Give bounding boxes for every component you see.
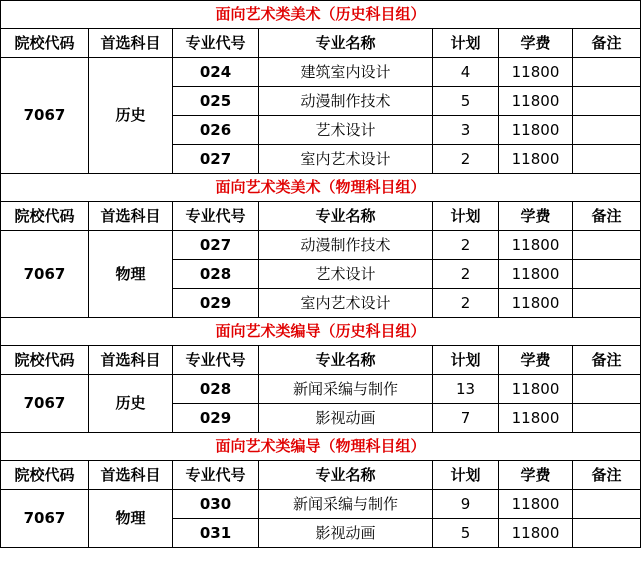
plan-cell: 5 [433, 87, 499, 116]
fee-cell: 11800 [499, 289, 573, 318]
column-header: 专业名称 [259, 346, 433, 375]
column-header: 首选科目 [89, 346, 173, 375]
major-name-cell: 室内艺术设计 [259, 145, 433, 174]
note-cell [573, 231, 641, 260]
note-cell [573, 260, 641, 289]
section-title: 面向艺术类编导（物理科目组） [1, 433, 641, 461]
note-cell [573, 490, 641, 519]
fee-cell: 11800 [499, 145, 573, 174]
column-header: 专业名称 [259, 461, 433, 490]
major-name-cell: 建筑室内设计 [259, 58, 433, 87]
note-cell [573, 116, 641, 145]
note-cell [573, 145, 641, 174]
column-header: 备注 [573, 461, 641, 490]
subject-cell: 物理 [89, 231, 173, 318]
column-header: 备注 [573, 29, 641, 58]
major-code-cell: 028 [173, 375, 259, 404]
table-row [1, 231, 641, 260]
section-title-row [1, 433, 641, 461]
fee-cell: 11800 [499, 231, 573, 260]
column-header: 计划 [433, 29, 499, 58]
column-header: 院校代码 [1, 346, 89, 375]
column-header: 院校代码 [1, 461, 89, 490]
major-name-cell: 动漫制作技术 [259, 231, 433, 260]
plan-cell: 4 [433, 58, 499, 87]
column-header: 备注 [573, 202, 641, 231]
column-header: 专业代号 [173, 202, 259, 231]
school-code-cell: 7067 [1, 58, 89, 174]
major-name-cell: 动漫制作技术 [259, 87, 433, 116]
major-name-cell: 影视动画 [259, 519, 433, 548]
column-header: 专业名称 [259, 29, 433, 58]
section-title: 面向艺术类美术（物理科目组） [1, 174, 641, 202]
plan-cell: 2 [433, 289, 499, 318]
fee-cell: 11800 [499, 519, 573, 548]
fee-cell: 11800 [499, 58, 573, 87]
table-row [1, 58, 641, 87]
header-row [1, 202, 641, 231]
fee-cell: 11800 [499, 87, 573, 116]
subject-cell: 物理 [89, 490, 173, 548]
column-header: 院校代码 [1, 29, 89, 58]
note-cell [573, 375, 641, 404]
section-title-row [1, 1, 641, 29]
table-row [1, 375, 641, 404]
header-row [1, 29, 641, 58]
school-code-cell: 7067 [1, 490, 89, 548]
major-code-cell: 025 [173, 87, 259, 116]
table-row [1, 490, 641, 519]
section-title-row [1, 318, 641, 346]
major-code-cell: 027 [173, 145, 259, 174]
column-header: 专业代号 [173, 461, 259, 490]
major-code-cell: 029 [173, 289, 259, 318]
column-header: 计划 [433, 202, 499, 231]
school-code-cell: 7067 [1, 231, 89, 318]
major-code-cell: 031 [173, 519, 259, 548]
plan-cell: 2 [433, 231, 499, 260]
column-header: 学费 [499, 29, 573, 58]
plan-cell: 2 [433, 260, 499, 289]
major-code-cell: 030 [173, 490, 259, 519]
column-header: 首选科目 [89, 461, 173, 490]
subject-cell: 历史 [89, 375, 173, 433]
column-header: 专业名称 [259, 202, 433, 231]
major-code-cell: 024 [173, 58, 259, 87]
section-title: 面向艺术类美术（历史科目组） [1, 1, 641, 29]
header-row [1, 461, 641, 490]
plan-cell: 3 [433, 116, 499, 145]
column-header: 学费 [499, 202, 573, 231]
major-name-cell: 新闻采编与制作 [259, 490, 433, 519]
note-cell [573, 404, 641, 433]
plan-cell: 9 [433, 490, 499, 519]
major-code-cell: 029 [173, 404, 259, 433]
column-header: 专业代号 [173, 346, 259, 375]
column-header: 首选科目 [89, 202, 173, 231]
column-header: 计划 [433, 461, 499, 490]
plan-cell: 13 [433, 375, 499, 404]
column-header: 学费 [499, 346, 573, 375]
major-name-cell: 影视动画 [259, 404, 433, 433]
major-name-cell: 艺术设计 [259, 260, 433, 289]
note-cell [573, 289, 641, 318]
major-name-cell: 室内艺术设计 [259, 289, 433, 318]
major-name-cell: 艺术设计 [259, 116, 433, 145]
major-name-cell: 新闻采编与制作 [259, 375, 433, 404]
column-header: 专业代号 [173, 29, 259, 58]
subject-cell: 历史 [89, 58, 173, 174]
plan-cell: 5 [433, 519, 499, 548]
note-cell [573, 58, 641, 87]
note-cell [573, 519, 641, 548]
header-row [1, 346, 641, 375]
major-code-cell: 026 [173, 116, 259, 145]
fee-cell: 11800 [499, 404, 573, 433]
fee-cell: 11800 [499, 116, 573, 145]
note-cell [573, 87, 641, 116]
column-header: 备注 [573, 346, 641, 375]
column-header: 院校代码 [1, 202, 89, 231]
column-header: 学费 [499, 461, 573, 490]
school-code-cell: 7067 [1, 375, 89, 433]
major-code-cell: 027 [173, 231, 259, 260]
column-header: 计划 [433, 346, 499, 375]
major-code-cell: 028 [173, 260, 259, 289]
plan-cell: 7 [433, 404, 499, 433]
plan-cell: 2 [433, 145, 499, 174]
fee-cell: 11800 [499, 490, 573, 519]
fee-cell: 11800 [499, 260, 573, 289]
section-title: 面向艺术类编导（历史科目组） [1, 318, 641, 346]
table-body [1, 1, 641, 548]
fee-cell: 11800 [499, 375, 573, 404]
section-title-row [1, 174, 641, 202]
column-header: 首选科目 [89, 29, 173, 58]
